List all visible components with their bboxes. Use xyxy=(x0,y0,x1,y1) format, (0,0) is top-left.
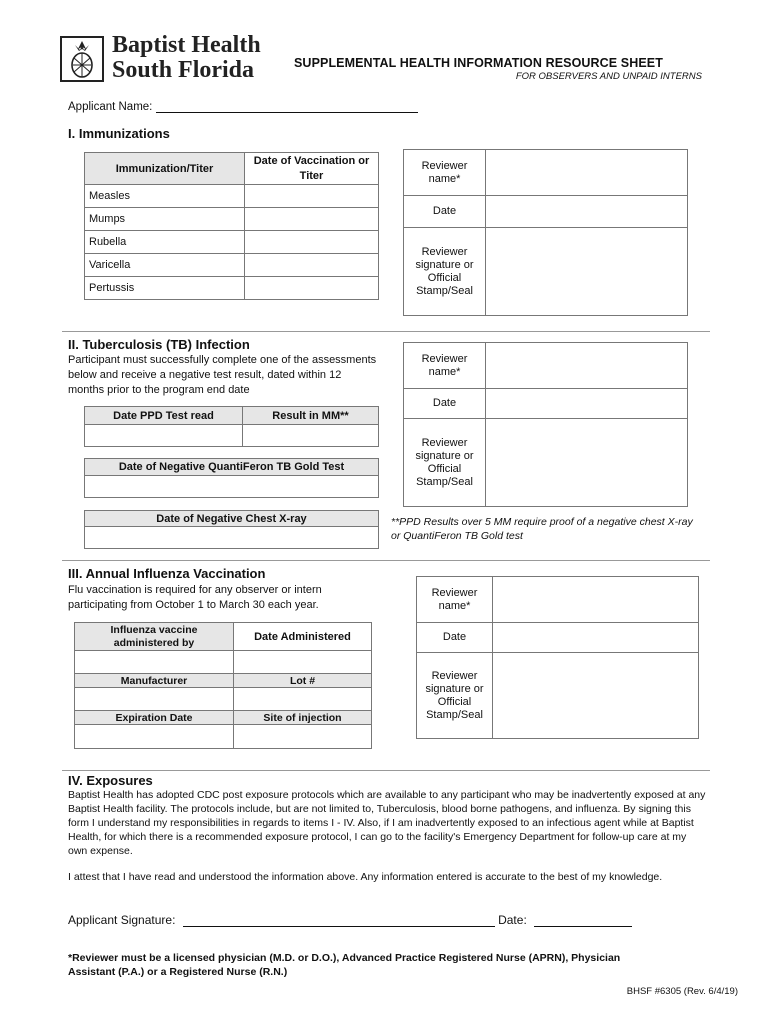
reviewer-date-field[interactable] xyxy=(486,389,688,419)
reviewer-signature-label: Reviewer signature or Official Stamp/Seal xyxy=(417,653,493,739)
ppd-table xyxy=(84,406,379,447)
exposures-paragraph: Baptist Health has adopted CDC post exposure protocols which are available to any participant who may be inadvertently exposed at any Baptist Health facility. The protocols include, but are not limited to, Tuberculosis, blood borne pathogens, and influenza. By signing this form I understand my responsibilities in regards to items I - IV. Also, if I am inadvertently exposed to an infectious agent while at Baptist Health, for which there is a recommended exposure protocol, I can go to the facility's Emergency Department for follow-up care at my own expense. xyxy=(68,789,706,857)
applicant-name-label: Applicant Name: xyxy=(68,101,153,113)
reviewer-date-label: Date xyxy=(404,389,486,419)
pineapple-icon xyxy=(62,38,102,80)
applicant-signature-label: Applicant Signature: xyxy=(68,913,176,927)
immunization-row-label: Measles xyxy=(85,185,245,208)
influenza-instructions: Flu vaccination is required for any observer or intern participating from October 1 to March 30 each year. xyxy=(68,584,322,611)
ppd-date-field[interactable] xyxy=(85,425,243,447)
vaccination-date-cell[interactable] xyxy=(245,254,379,277)
form-subtitle: FOR OBSERVERS AND UNPAID INTERNS xyxy=(515,71,702,82)
expiration-field[interactable] xyxy=(75,725,234,749)
reviewer-name-label: Reviewer name* xyxy=(404,343,486,389)
section-divider xyxy=(62,770,710,771)
quantiferon-date-field[interactable] xyxy=(85,476,379,498)
applicant-name-row xyxy=(68,100,418,113)
reviewer-qualification-note: *Reviewer must be a licensed physician (M.D. or D.O.), Advanced Practice Registered Nurse (APRN), Physician Assistant (P.A.) or a Registered Nurse (R.N.) xyxy=(68,952,621,978)
signature-date-field[interactable] xyxy=(534,914,632,927)
exposures-heading: IV. Exposures xyxy=(68,773,153,788)
manufacturer-field[interactable] xyxy=(75,688,234,711)
influenza-table xyxy=(74,622,372,749)
administered-by-field[interactable] xyxy=(75,651,234,674)
expiration-header: Expiration Date xyxy=(75,711,234,725)
logo-emblem xyxy=(60,36,104,82)
applicant-signature-field[interactable] xyxy=(183,914,495,927)
reviewer-box-tb xyxy=(403,342,688,507)
quantiferon-table xyxy=(84,458,379,498)
immunizations-heading: I. Immunizations xyxy=(68,126,170,141)
reviewer-signature-label: Reviewer signature or Official Stamp/Seal xyxy=(404,228,486,316)
reviewer-signature-field[interactable] xyxy=(486,419,688,507)
tb-heading: II. Tuberculosis (TB) Infection xyxy=(68,337,250,352)
reviewer-date-field[interactable] xyxy=(493,623,699,653)
section-divider xyxy=(62,560,710,561)
quantiferon-header: Date of Negative QuantiFeron TB Gold Test xyxy=(85,459,379,476)
immunization-row-label: Rubella xyxy=(85,231,245,254)
reviewer-name-field[interactable] xyxy=(493,577,699,623)
form-id: BHSF #6305 (Rev. 6/4/19) xyxy=(626,986,738,997)
reviewer-date-field[interactable] xyxy=(486,196,688,228)
vaccination-date-cell[interactable] xyxy=(245,277,379,300)
reviewer-signature-field[interactable] xyxy=(486,228,688,316)
org-name-line1: Baptist Health xyxy=(112,32,261,58)
site-header: Site of injection xyxy=(234,711,372,725)
form-title: SUPPLEMENTAL HEALTH INFORMATION RESOURCE SHEET xyxy=(294,56,663,70)
chest-xray-date-field[interactable] xyxy=(85,527,379,549)
immunization-row-label: Mumps xyxy=(85,208,245,231)
reviewer-box-influenza xyxy=(416,576,699,739)
vaccination-date-col-header: Date of Vaccination or Titer xyxy=(245,153,379,185)
ppd-result-header: Result in MM** xyxy=(243,407,379,425)
org-name-line2: South Florida xyxy=(112,57,255,83)
manufacturer-header: Manufacturer xyxy=(75,674,234,688)
reviewer-name-field[interactable] xyxy=(486,150,688,196)
applicant-name-field[interactable] xyxy=(156,100,418,113)
vaccination-date-cell[interactable] xyxy=(245,231,379,254)
reviewer-name-field[interactable] xyxy=(486,343,688,389)
date-administered-header: Date Administered xyxy=(234,623,372,651)
lot-header: Lot # xyxy=(234,674,372,688)
influenza-heading: III. Annual Influenza Vaccination xyxy=(68,566,266,581)
applicant-signature-row xyxy=(68,913,632,927)
section-divider xyxy=(62,331,710,332)
administered-by-header: Influenza vaccine administered by xyxy=(75,623,234,651)
tb-instructions: Participant must successfully complete one of the assessments below and receive a negative test result, dated within 12 months prior to the program end date xyxy=(68,354,377,396)
reviewer-date-label: Date xyxy=(417,623,493,653)
vaccination-date-cell[interactable] xyxy=(245,185,379,208)
org-name xyxy=(112,33,261,83)
immunization-row-label: Varicella xyxy=(85,254,245,277)
attestation-text: I attest that I have read and understood the information above. Any information entered is accurate to the best of my knowledge. xyxy=(68,871,663,883)
reviewer-signature-field[interactable] xyxy=(493,653,699,739)
reviewer-date-label: Date xyxy=(404,196,486,228)
immunization-table xyxy=(84,152,379,300)
reviewer-name-label: Reviewer name* xyxy=(417,577,493,623)
reviewer-signature-label: Reviewer signature or Official Stamp/Seal xyxy=(404,419,486,507)
immunization-row-label: Pertussis xyxy=(85,277,245,300)
vaccination-date-cell[interactable] xyxy=(245,208,379,231)
immunization-col-header: Immunization/Titer xyxy=(85,153,245,185)
chest-xray-table xyxy=(84,510,379,549)
ppd-date-header: Date PPD Test read xyxy=(85,407,243,425)
reviewer-name-label: Reviewer name* xyxy=(404,150,486,196)
ppd-note: **PPD Results over 5 MM require proof of a negative chest X-ray or QuantiFeron TB Gold test xyxy=(391,516,693,542)
date-administered-field[interactable] xyxy=(234,651,372,674)
site-field[interactable] xyxy=(234,725,372,749)
signature-date-label: Date: xyxy=(498,913,527,927)
lot-field[interactable] xyxy=(234,688,372,711)
chest-xray-header: Date of Negative Chest X-ray xyxy=(85,511,379,527)
reviewer-box-immunizations xyxy=(403,149,688,316)
ppd-result-field[interactable] xyxy=(243,425,379,447)
